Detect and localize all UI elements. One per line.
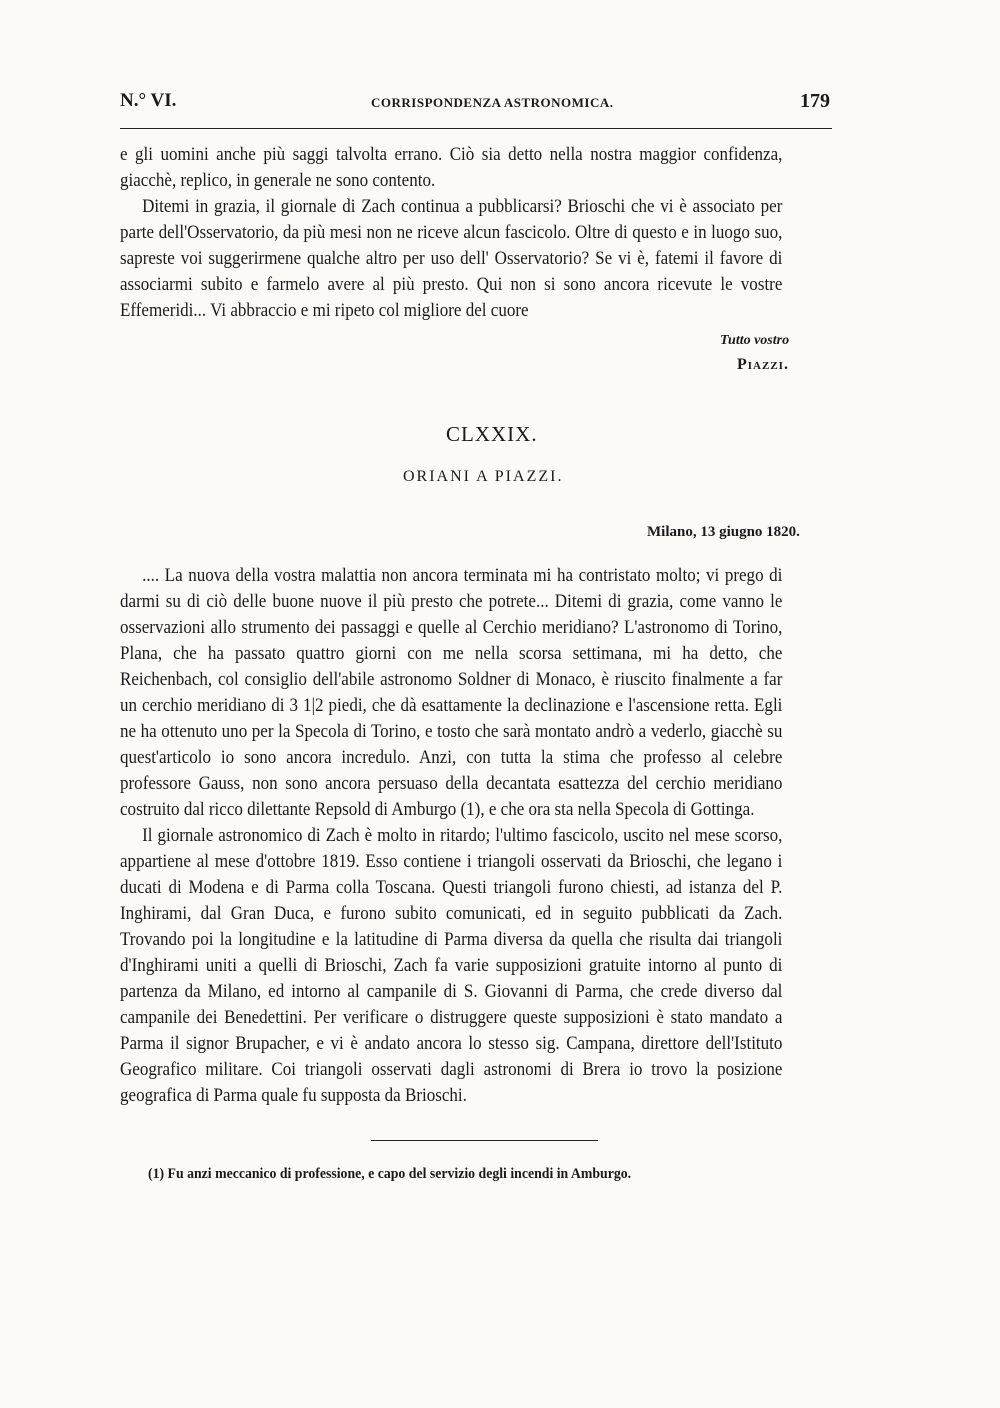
paragraph: Ditemi in grazia, il giornale di Zach continua a pubblicarsi? Brioschi che vi è associato per parte dell'Osservatorio, da più mesi non ne riceve alcun fascicolo. Oltre di questo e in luogo suo, sapreste voi suggerirmene qualche altro per uso dell' Osservatorio? Se vi è, fatemi il favore di associarmi subito e farmelo avere al più presto. Qui non si sono ancora ricevute le vostre Effemeridi... Vi abbraccio e mi ripeto col migliore del cuore xyxy=(120,197,783,321)
letter-body xyxy=(120,563,782,1109)
closing: Tutto vostro xyxy=(720,333,790,348)
previous-letter-text xyxy=(120,142,782,324)
letter-number: CLXXIX. xyxy=(446,422,538,446)
signature: Piazzi. xyxy=(737,356,789,373)
dateline: Milano, 13 giugno 1820. xyxy=(647,524,800,540)
footnote-rule xyxy=(371,1140,598,1141)
footnote: (1) Fu anzi meccanico di professione, e capo del servizio degli incendi in Amburgo. xyxy=(148,1166,632,1182)
paragraph: Il giornale astronomico di Zach è molto in ritardo; l'ultimo fascicolo, uscito nel mese scorso, appartiene al mese d'ottobre 1819. Esso contiene i triangoli osservati da Brioschi, che legano i ducati di Modena e di Parma colla Toscana. Questi triangoli furono chiesti, ad istanza del P. Inghirami, dal Gran Duca, e furono subito comunicati, ed in seguito pubblicati da Zach. Trovando poi la longitudine e la latitudine di Parma diversa da quella che risulta dai triangoli d'Inghirami uniti a quelli di Brioschi, Zach fa varie supposizioni gratuite intorno al punto di partenza da Milano, ed intorno al campanile di S. Giovanni di Parma, che crede diverso dal campanile dei Benedettini. Per verificare o distruggere queste supposizioni è stato mandato a Parma il signor Brupacher, e vi è andato ancora lo stesso sig. Campana, direttore dell'Istituto Geografico militare. Coi triangoli osservati dagli astronomi di Brera io trovo la posizione geografica di Parma quale fu supposta da Brioschi. xyxy=(120,826,783,1106)
running-title: CORRISPONDENZA ASTRONOMICA. xyxy=(371,95,614,110)
letter-title: ORIANI A PIAZZI. xyxy=(403,468,564,485)
page-number: 179 xyxy=(800,90,830,112)
paragraph: .... La nuova della vostra malattia non ancora terminata mi ha contristato molto; vi prego di darmi su di ciò delle buone nuove il più presto che potrete... Ditemi di grazia, come vanno le osservazioni allo strumento dei passaggi e quelle al Cerchio meridiano? L'astronomo di Torino, Plana, che ha passato quattro giorni con me nella scorsa settimana, mi ha detto, che Reichenbach, col consiglio dell'abile astronomo Soldner di Monaco, è riuscito finalmente a far un cerchio meridiano di 3 1|2 piedi, che dà esattamente la declinazione e l'ascensione retta. Egli ne ha ottenuto uno per la Specola di Torino, e tosto che sarà montato andrò a vederlo, giacchè su quest'articolo io sono ancora incredulo. Anzi, con tutta la stima che professo al celebre professore Gauss, non sono ancora persuaso della decantata esattezza del cerchio meridiano costruito dal ricco dilettante Repsold di Amburgo (1), e che ora sta nella Specola di Gottinga. xyxy=(120,566,783,820)
section-number: N.° VI. xyxy=(120,90,177,111)
header-rule xyxy=(120,128,832,129)
paragraph: e gli uomini anche più saggi talvolta errano. Ciò sia detto nella nostra maggior confidenza, giacchè, replico, in generale ne sono contento. xyxy=(120,145,783,191)
